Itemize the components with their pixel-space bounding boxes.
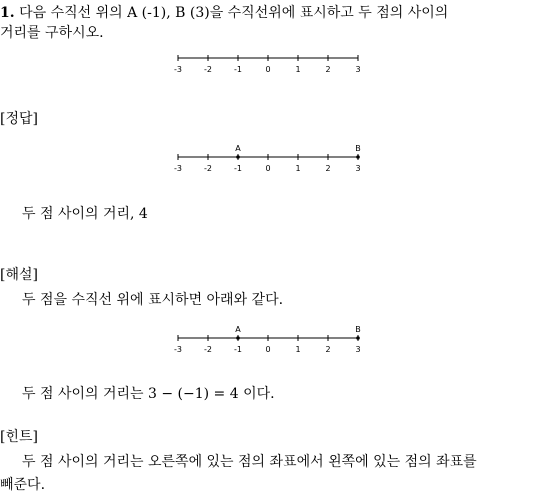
number-line-explanation xyxy=(0,323,533,357)
tick-label: -1 xyxy=(234,345,242,354)
tick-label: 2 xyxy=(325,164,331,173)
answer-text: 두 점 사이의 거리, 4 xyxy=(22,206,148,222)
problem-text: 다음 수직선 위의 A (-1), B (3)을 수직선위에 표시하고 두 점의 사이의 xyxy=(19,5,449,21)
point-b-dot xyxy=(356,336,360,340)
answer-heading: [정답] xyxy=(0,111,38,127)
explanation-text: 두 점을 수직선 위에 표시하면 아래와 같다. xyxy=(22,292,284,308)
tick-label: 1 xyxy=(295,164,301,173)
point-b-label: B xyxy=(355,325,361,334)
tick-label: 0 xyxy=(265,65,271,74)
hint-heading: [힌트] xyxy=(0,429,38,445)
tick-label: -2 xyxy=(204,345,212,354)
tick-label: 3 xyxy=(355,164,361,173)
problem-line-1 xyxy=(0,4,448,22)
tick-label: 0 xyxy=(265,164,271,173)
point-b-label: B xyxy=(355,144,361,153)
tick-label: -2 xyxy=(204,164,212,173)
tick-label: 0 xyxy=(265,345,271,354)
tick-label: -3 xyxy=(174,164,182,173)
hint-line-1: 두 점 사이의 거리는 오른쪽에 있는 점의 좌표에서 왼쪽에 있는 점의 좌표를 xyxy=(22,454,477,470)
tick-label: 3 xyxy=(355,65,361,74)
tick-label: 1 xyxy=(295,65,301,74)
tick-label: -1 xyxy=(234,65,242,74)
tick-label: 1 xyxy=(295,345,301,354)
tick-label: -2 xyxy=(204,65,212,74)
point-a-dot xyxy=(236,155,240,159)
tick-label: -3 xyxy=(174,65,182,74)
tick-label: 2 xyxy=(325,345,331,354)
number-line-answer xyxy=(0,142,533,176)
point-b-dot xyxy=(356,155,360,159)
tick-label: 3 xyxy=(355,345,361,354)
tick-label: 2 xyxy=(325,65,331,74)
explanation-heading: [해설] xyxy=(0,267,38,283)
hint-line-2: 빼준다. xyxy=(0,477,46,493)
explanation-result: 두 점 사이의 거리는 3 − (−1) = 4 이다. xyxy=(22,386,275,402)
tick-label: -3 xyxy=(174,345,182,354)
tick-label: -1 xyxy=(234,164,242,173)
point-a-label: A xyxy=(235,144,241,153)
point-a-label: A xyxy=(235,325,241,334)
problem-line-2: 거리를 구하시오. xyxy=(0,25,104,41)
point-a-dot xyxy=(236,336,240,340)
number-line-blank xyxy=(0,50,533,82)
problem-number: 1. xyxy=(0,5,15,21)
